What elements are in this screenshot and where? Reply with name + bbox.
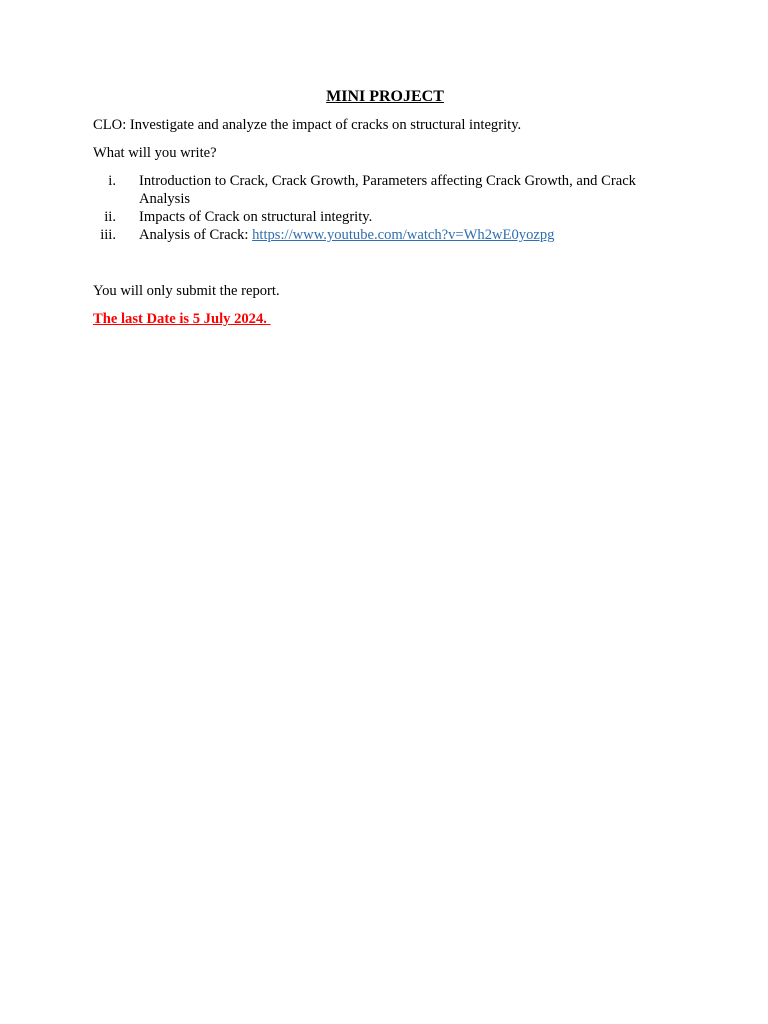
document-title: MINI PROJECT	[326, 88, 444, 105]
list-item-text: Introduction to Crack, Crack Growth, Parameters affecting Crack Growth, and Crack Analysis	[139, 173, 636, 207]
list-marker: ii.	[104, 209, 116, 225]
list-marker: i.	[108, 173, 116, 189]
list-item	[93, 226, 677, 244]
deadline-wrapper	[93, 310, 677, 328]
spacer	[93, 244, 677, 282]
topic-list	[93, 172, 677, 244]
list-item-text: Impacts of Crack on structural integrity.	[139, 209, 373, 225]
list-item	[93, 172, 677, 208]
document-page	[93, 86, 677, 338]
list-item	[93, 208, 677, 226]
deadline-text: The last Date is 5 July 2024.	[93, 311, 271, 327]
submit-note: You will only submit the report.	[93, 283, 280, 299]
clo-statement: CLO: Investigate and analyze the impact of cracks on structural integrity.	[93, 117, 522, 133]
question-text: What will you write?	[93, 145, 217, 161]
list-item-text: Analysis of Crack:	[139, 227, 253, 243]
list-marker: iii.	[100, 227, 116, 243]
youtube-link[interactable]: https://www.youtube.com/watch?v=Wh2wE0yozpg	[252, 227, 555, 243]
